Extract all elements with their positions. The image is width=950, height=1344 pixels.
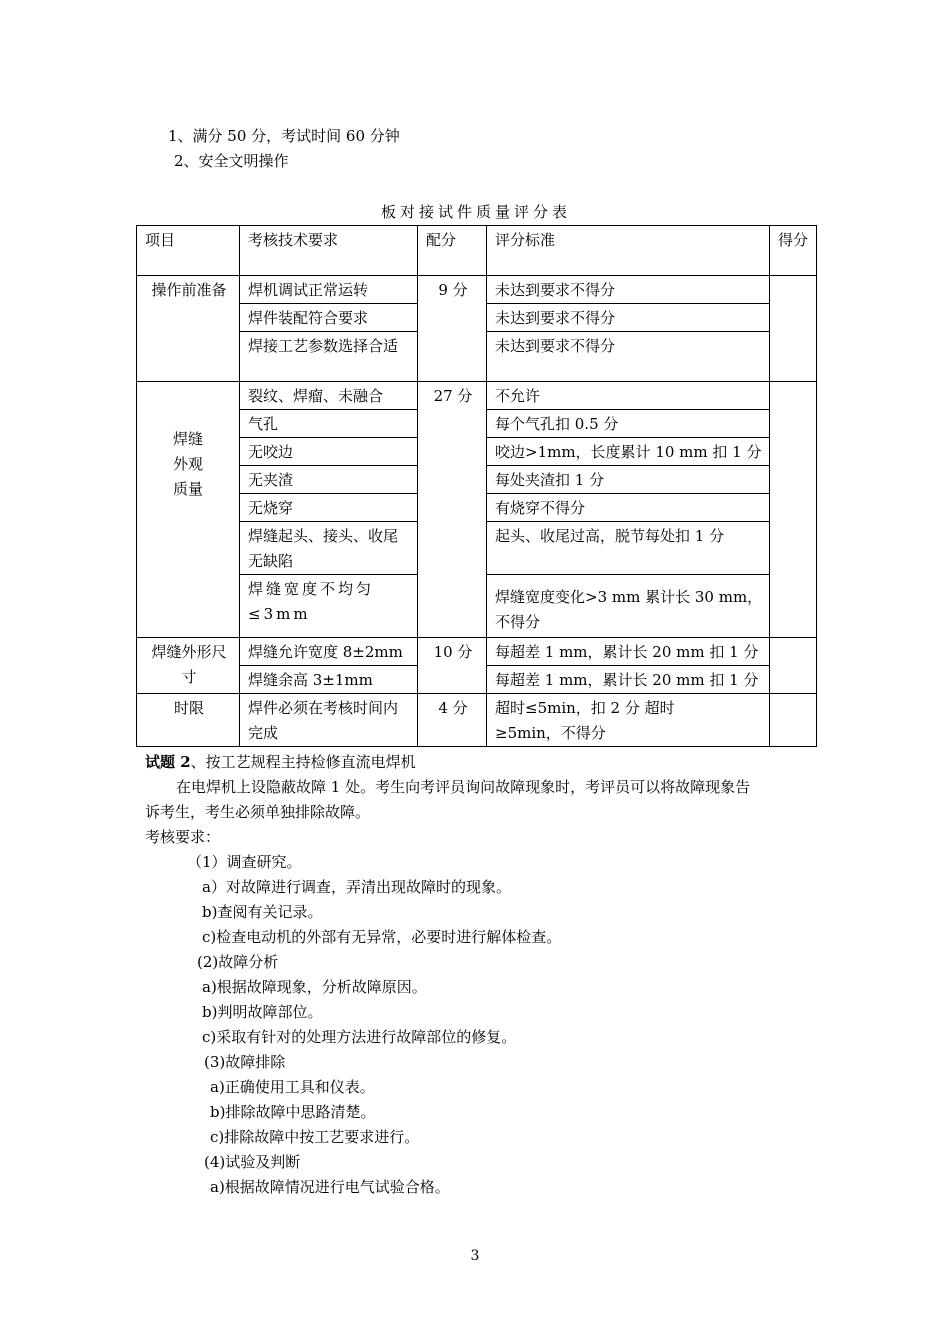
table-row bbox=[137, 276, 817, 304]
list-item: （1）调查研究。 bbox=[187, 853, 302, 871]
list-item: c)检查电动机的外部有无异常，必要时进行解体检查。 bbox=[202, 928, 562, 946]
group-item-appearance: 焊缝外观质量 bbox=[137, 382, 240, 638]
row-requirement: 焊机调试正常运转 bbox=[240, 276, 418, 304]
row-standard: 每超差 1 mm，累计长 20 mm 扣 1 分 bbox=[487, 666, 770, 694]
row-standard: 每超差 1 mm，累计长 20 mm 扣 1 分 bbox=[487, 638, 770, 666]
list-item: a)正确使用工具和仪表。 bbox=[210, 1078, 375, 1096]
row-standard: 未达到要求不得分 bbox=[487, 304, 770, 332]
list-item: b)排除故障中思路清楚。 bbox=[210, 1103, 376, 1121]
group-item-dimensions: 焊缝外形尺寸 bbox=[137, 638, 240, 694]
row-standard: 未达到要求不得分 bbox=[487, 332, 770, 382]
list-item: (2)故障分析 bbox=[197, 953, 279, 971]
table-row bbox=[137, 382, 817, 410]
group-item-preparation: 操作前准备 bbox=[137, 276, 240, 382]
row-requirement: 裂纹、焊瘤、未融合 bbox=[240, 382, 418, 410]
row-standard: 咬边>1mm，长度累计 10 mm 扣 1 分 bbox=[487, 438, 770, 466]
list-item: b)判明故障部位。 bbox=[202, 1003, 323, 1021]
group-score-time-limit: 4 分 bbox=[418, 694, 487, 747]
group-score-appearance: 27 分 bbox=[418, 382, 487, 638]
header-standard: 评分标准 bbox=[487, 226, 770, 276]
header-obtained: 得分 bbox=[770, 226, 817, 276]
note-2: 2、安全文明操作 bbox=[174, 152, 289, 170]
group-score-dimensions: 10 分 bbox=[418, 638, 487, 694]
group-obtained-appearance bbox=[770, 382, 817, 638]
note-1: 1、满分 50 分，考试时间 60 分钟 bbox=[168, 127, 400, 145]
row-requirement: 无夹渣 bbox=[240, 466, 418, 494]
row-requirement: 焊件装配符合要求 bbox=[240, 304, 418, 332]
row-requirement: 焊缝宽度不均匀≤3mm bbox=[240, 575, 418, 638]
row-standard: 起头、收尾过高，脱节每处扣 1 分 bbox=[487, 522, 770, 575]
row-requirement: 无咬边 bbox=[240, 438, 418, 466]
group-obtained-preparation bbox=[770, 276, 817, 382]
row-standard: 每个气孔扣 0.5 分 bbox=[487, 410, 770, 438]
list-item: c)排除故障中按工艺要求进行。 bbox=[210, 1128, 420, 1146]
task2-requirements-label: 考核要求： bbox=[145, 828, 221, 846]
table-caption: 板对接试件质量评分表 bbox=[380, 203, 571, 221]
row-requirement: 焊件必须在考核时间内完成 bbox=[240, 694, 418, 747]
row-requirement: 无烧穿 bbox=[240, 494, 418, 522]
row-requirement: 气孔 bbox=[240, 410, 418, 438]
header-score: 配分 bbox=[418, 226, 487, 276]
group-obtained-time-limit bbox=[770, 694, 817, 747]
task2-title bbox=[145, 752, 416, 772]
task2-intro-line-1: 在电焊机上设隐蔽故障 1 处。考生向考评员询问故障现象时，考评员可以将故障现象告 bbox=[176, 778, 751, 796]
row-requirement: 焊缝起头、接头、收尾无缺陷 bbox=[240, 522, 418, 575]
list-item: a)根据故障现象，分析故障原因。 bbox=[202, 978, 427, 996]
list-item: a）对故障进行调查，弄清出现故障时的现象。 bbox=[202, 878, 511, 896]
row-standard: 未达到要求不得分 bbox=[487, 276, 770, 304]
task2-intro-line-2: 诉考生，考生必须单独排除故障。 bbox=[145, 803, 371, 821]
row-standard: 有烧穿不得分 bbox=[487, 494, 770, 522]
task2-title-bold: 试题 2 bbox=[145, 753, 191, 771]
grading-table bbox=[136, 225, 817, 747]
row-requirement: 焊缝允许宽度 8±2mm bbox=[240, 638, 418, 666]
row-standard: 不允许 bbox=[487, 382, 770, 410]
group-item-time-limit: 时限 bbox=[137, 694, 240, 747]
list-item: (4)试验及判断 bbox=[204, 1153, 301, 1171]
row-standard: 焊缝宽度变化>3 mm 累计长 30 mm，不得分 bbox=[487, 575, 770, 638]
row-requirement: 焊接工艺参数选择合适 bbox=[240, 332, 418, 382]
header-requirement: 考核技术要求 bbox=[240, 226, 418, 276]
list-item: a)根据故障情况进行电气试验合格。 bbox=[210, 1178, 450, 1196]
header-item: 项目 bbox=[137, 226, 240, 276]
table-row bbox=[137, 638, 817, 666]
task2-title-rest: 、按工艺规程主持检修直流电焊机 bbox=[190, 753, 416, 771]
row-standard: 每处夹渣扣 1 分 bbox=[487, 466, 770, 494]
row-requirement: 焊缝余高 3±1mm bbox=[240, 666, 418, 694]
list-item: b)查阅有关记录。 bbox=[202, 903, 323, 921]
row-standard: 超时≤5min，扣 2 分 超时≥5min，不得分 bbox=[487, 694, 770, 747]
table-row bbox=[137, 694, 817, 747]
group-score-preparation: 9 分 bbox=[418, 276, 487, 382]
table-header-row bbox=[137, 226, 817, 276]
page-number: 3 bbox=[470, 1248, 480, 1264]
list-item: c)采取有针对的处理方法进行故障部位的修复。 bbox=[202, 1028, 517, 1046]
group-obtained-dimensions bbox=[770, 638, 817, 694]
list-item: (3)故障排除 bbox=[204, 1053, 286, 1071]
